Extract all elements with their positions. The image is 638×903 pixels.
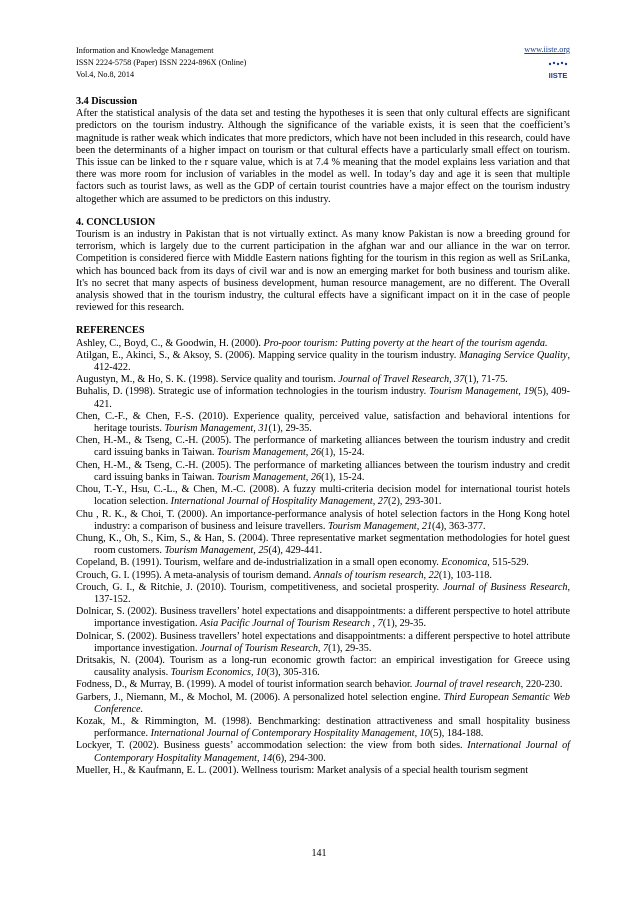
reference-pages: (1), 29-35. [268,423,312,435]
reference-entry [76,606,570,630]
logo-text: IISTE [548,71,568,80]
reference-text: Chen, H.-M., & Tseng, C.-H. (2005). The performance of marketing alliances between the tourism industry and credit card issuing banks in Taiwan. [76,435,570,459]
reference-text: Dolnicar, S. (2002). Business travellers’ hotel expectations and disappointments: a different perspective to hotel attribute importance investigation. [76,630,570,654]
reference-text: Mueller, H., & Kaufmann, E. L. (2001). Wellness tourism: Market analysis of a special health tourism segment [76,764,529,776]
journal-url-link[interactable]: www.iiste.org [524,45,570,54]
reference-entry [76,740,570,764]
reference-pages: (1), 71-75. [464,374,508,386]
reference-source: Managing Service Quality [459,349,568,361]
reference-pages: (1), 15-24. [321,471,365,483]
reference-source: Tourism Economics, 10 [170,667,267,679]
reference-pages: , 412-422. [94,349,570,374]
reference-text: Garbers, J., Niemann, M., & Mochol, M. (2006). A personalized hotel selection engine. [76,691,444,703]
volume-line: Vol.4, No.8, 2014 [76,70,135,79]
reference-source: Pro-poor tourism: Putting poverty at the heart of the tourism agenda. [263,337,548,349]
reference-entry [76,557,570,569]
reference-source: Third European Semantic Web Conference. [94,691,571,715]
reference-entry [76,533,570,557]
reference-text: Ashley, C., Boyd, C., & Goodwin, H. (2000). [76,337,264,349]
reference-pages: (6), 294-300. [272,752,326,764]
reference-source: Journal of travel research [414,679,521,691]
reference-pages: (5), 184-188. [429,728,484,740]
reference-source: Annals of tourism research, 22 [313,569,439,581]
reference-entry [76,509,570,533]
reference-source: Economica [441,557,488,569]
reference-entry [76,692,570,716]
reference-text: Kozak, M., & Rimmington, M. (1998). Benchmarking: destination attractiveness and small hospitality business performance. [76,715,570,740]
reference-list [76,338,570,777]
reference-text: Augustyn, M., & Ho, S. K. (1998). Service quality and tourism. [76,374,339,386]
reference-pages: (1), 29-35. [328,642,372,654]
reference-text: Buhalis, D. (1998). Strategic use of information technologies in the tourism industry. [76,386,430,398]
references-heading: REFERENCES [76,325,145,337]
iiste-logo [546,60,570,82]
reference-text: Chen, H.-M., & Tseng, C.-H. (2005). The performance of marketing alliances between the tourism industry and credit card issuing banks in Taiwan. [76,459,570,483]
reference-source: Asia Pacific Journal of Tourism Research , 7 [200,618,383,630]
reference-entry [76,582,570,606]
discussion-paragraph: After the statistical analysis of the data set and testing the hypotheses it is seen that only cultural effects are significant predictors on the tourism industry. Although the significance of the variable exists, it is seen that the coefficient’s magnitude is rather weak which indicates that more predictors, which have not been included in this research, could have been the determinants of a higher impact on tourism or that cultural effects have a particularly small effect on tourism. This issue can be linked to the r square value, which is at 7.4 % meaning that the model explains less variation and that there was more room for inclusion of variables in the model as well. In today’s day and age it is seen that multiple factors such as tourist laws, as well as the GDP of certain tourist countries have a major effect on the tourism industry altogether which are assumed to be predictors on this industry. [76,108,570,205]
reference-pages: (1), 29-35. [382,618,426,630]
page-number: 141 [311,848,327,859]
reference-entry [76,484,570,508]
reference-source: International Journal of Contemporary Hospitality Management, 14 [94,740,570,764]
reference-entry [76,338,570,350]
reference-text: Crouch, G. I., & Ritchie, J. (2010). Tourism, competitiveness, and societal prosperity. [76,581,443,593]
reference-source: Journal of Business Research [443,581,568,593]
reference-pages: (4), 429-441. [268,545,322,557]
journal-name: Information and Knowledge Management [76,46,214,55]
reference-text: Dritsakis, N. (2004). Tourism as a long-run economic growth factor: an empirical investigation for Greece using causality analysis. [76,654,570,679]
reference-source: Tourism Management, 31 [164,423,269,435]
reference-source: Tourism Management, 19 [429,386,534,398]
reference-text: Chung, K., Oh, S., Kim, S., & Han, S. (2004). Three representative market segmentation methodologies for hotel guest room customers. [76,532,570,557]
reference-text: Dolnicar, S. (2002). Business travellers’ hotel expectations and disappointments: a different perspective to hotel attribute importance investigation. [76,606,570,630]
reference-text: Fodness, D., & Murray, B. (1999). A model of tourist information search behavior. [76,679,415,691]
reference-pages: , 220-230. [520,679,563,691]
reference-entry [76,386,570,410]
reference-pages: (1), 15-24. [321,447,365,459]
conclusion-paragraph: Tourism is an industry in Pakistan that is not virtually extinct. As many know Pakistan is now a breeding ground for terrorism, which is largely due to the current participation in the afghan war and our alliance in the war on terror. Competition is considered fierce with Middle Eastern nations fighting for the tourism in this region as well as SriLanka, which has bounced back from its days of civil war and is now an emerging market for both business and tourism alike. It's no secret that many aspects of business development, human resource management, are no different. The Overall analysis showed that in the tourism industry, the cultural effects have a significant impact on it in the case of people reviewed for this research. [76,229,570,314]
reference-text: Copeland, B. (1991). Tourism, welfare and de-industrialization in a small open economy. [76,557,442,569]
reference-pages: (5), 409-421. [94,386,570,410]
reference-pages: (1), 103-118. [438,569,492,581]
reference-source: Tourism Management, 26 [217,447,322,459]
reference-text: Chen, C.-F., & Chen, F.-S. (2010). Experience quality, perceived value, satisfaction and behavioral intentions for heritage tourists. [76,410,570,435]
reference-entry [76,350,570,374]
reference-source: Tourism Management, 25 [164,545,269,557]
reference-source: Tourism Management, 21 [327,520,433,532]
reference-entry [76,679,570,691]
reference-pages: , 137-152. [94,581,570,605]
reference-pages: (4), 363-377. [432,520,486,532]
reference-pages: (3), 305-316. [266,667,320,679]
reference-pages: (2), 293-301. [387,496,442,508]
reference-text: Chou, T.-Y., Hsu, C.-L., & Chen, M.-C. (2008). A fuzzy multi-criteria decision model for international tourist hotels location selection. [76,484,570,508]
reference-source: Journal of Travel Research, 37 [338,374,465,386]
reference-entry [76,716,570,740]
reference-text: Crouch, G. I. (1995). A meta-analysis of tourism demand. [76,569,314,581]
reference-text: Atilgan, E., Akinci, S., & Aksoy, S. (2006). Mapping service quality in the tourism industry. [76,349,460,361]
reference-text: Chu , R. K., & Choi, T. (2000). An importance-performance analysis of hotel selection factors in the Hong Kong hotel industry: a comparison of business and leisure travellers. [76,508,570,532]
issn-line: ISSN 2224-5758 (Paper) ISSN 2224-896X (Online) [76,58,247,67]
reference-source: Journal of Tourism Research, 7 [200,642,329,654]
reference-source: International Journal of Hospitality Management, 27 [170,496,388,508]
reference-entry [76,631,570,655]
reference-source: Tourism Management, 26 [217,471,322,483]
reference-entry [76,411,570,435]
reference-pages: , 515-529. [487,557,529,569]
discussion-heading: 3.4 Discussion [76,96,138,107]
reference-entry [76,765,570,777]
reference-entry [76,655,570,679]
reference-text: Lockyer, T. (2002). Business guests’ accommodation selection: the view from both sides. [76,740,468,752]
reference-entry [76,570,570,582]
conclusion-heading: 4. CONCLUSION [76,216,156,228]
reference-source: International Journal of Contemporary Hospitality Management, 10 [150,728,430,740]
reference-entry [76,435,570,459]
reference-entry [76,460,570,484]
main-content [76,96,570,777]
reference-entry [76,374,570,386]
